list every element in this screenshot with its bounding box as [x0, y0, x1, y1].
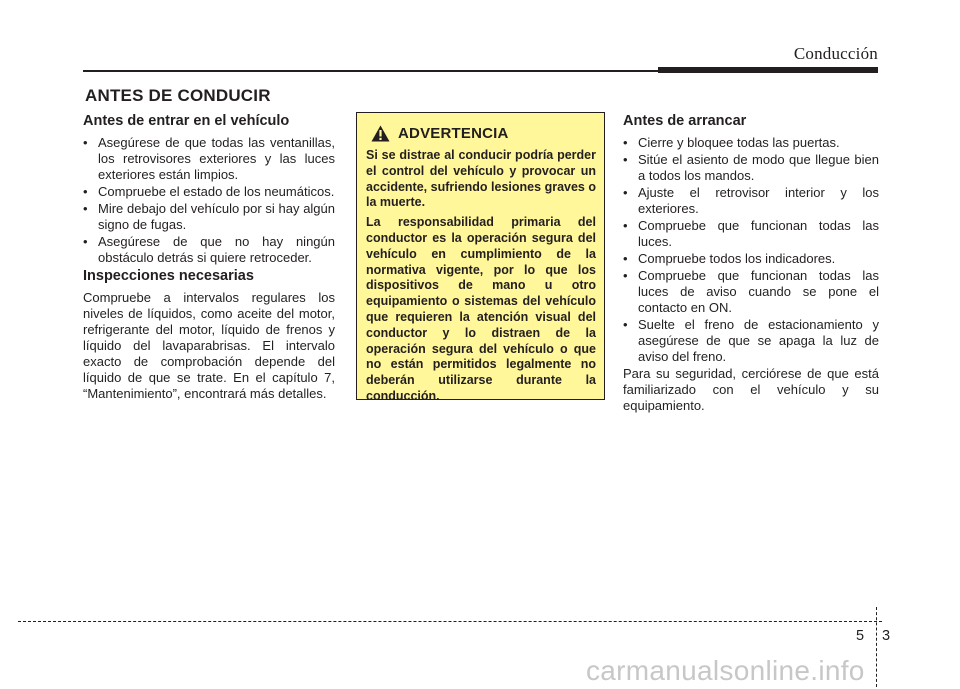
- right-column: [623, 112, 879, 414]
- warning-title: ADVERTENCIA: [398, 124, 509, 142]
- bullet-icon: •: [83, 201, 88, 216]
- bullet-icon: •: [623, 268, 628, 283]
- chapter-title: Conducción: [793, 44, 878, 63]
- before-starting-list: [623, 135, 879, 365]
- bullet-icon: •: [83, 234, 88, 249]
- warning-box: [356, 112, 605, 403]
- bullet-icon: •: [623, 152, 628, 167]
- list-item: • Compruebe que funcionan todas las luces de aviso cuando se pone el contacto en ON.: [623, 268, 879, 315]
- watermark: carmanualsonline.info: [586, 655, 865, 686]
- inspections-text: Compruebe a intervalos regulares los niveles de líquidos, como aceite del motor, refrigerante del motor, líquido de frenos y líquido del lavaparabrisas. El intervalo exacto de comprobación depende del líquido de que se trate. En el capítulo 7, “Mantenimiento”, encontrará más detalles.: [83, 290, 335, 401]
- bullet-icon: •: [623, 317, 628, 332]
- header-rule-accent: [658, 67, 878, 73]
- warning-triangle-icon: [371, 125, 390, 142]
- header-rule: [83, 70, 663, 72]
- left-column: [83, 112, 335, 402]
- warning-paragraph: La responsabilidad primaria del conductor es la operación segura del vehículo en cumplimiento de la normativa vigente, por lo que los dispositivos de mano u otro equipamiento o sistemas del vehículo que requieren la atención visual del conductor y lo distraen de la operación segura del vehículo o que no están permitidos legalmente no deberán utilizarse durante la conducción.: [366, 215, 596, 403]
- closing-text: Para su seguridad, cerciórese de que está familiarizado con el vehículo y su equipamiento.: [623, 366, 879, 413]
- bullet-icon: •: [623, 135, 628, 150]
- before-entering-list: [83, 135, 335, 266]
- section-title: ANTES DE CONDUCIR: [85, 86, 271, 105]
- before-starting-heading: Antes de arrancar: [623, 113, 747, 129]
- list-item: • Asegúrese de que todas las ventanillas, los retrovisores exteriores y las luces exteriores están limpios.: [83, 135, 335, 182]
- bullet-icon: •: [83, 184, 88, 199]
- warning-header: [366, 122, 596, 144]
- bullet-icon: •: [623, 251, 628, 266]
- inspections-heading: Inspecciones necesarias: [83, 268, 254, 284]
- bullet-icon: •: [623, 185, 628, 200]
- list-item: • Asegúrese de que no hay ningún obstáculo detrás si quiere retroceder.: [83, 234, 335, 265]
- bullet-icon: •: [83, 135, 88, 150]
- page-number: 3: [882, 628, 891, 644]
- list-item: • Mire debajo del vehículo por si hay algún signo de fugas.: [83, 201, 335, 232]
- list-item: • Compruebe que funcionan todas las luces.: [623, 218, 879, 249]
- list-item: • Cierre y bloquee todas las puertas.: [623, 135, 840, 150]
- warning-paragraph: Si se distrae al conducir podría perder el control del vehículo y provocar un accidente, sufriendo lesiones graves o la muerte.: [366, 148, 596, 210]
- footer-rule: [18, 621, 882, 622]
- section-number: 5: [856, 628, 865, 644]
- list-item: • Suelte el freno de estacionamiento y asegúrese de que se apaga la luz de aviso del freno.: [623, 317, 879, 364]
- list-item: • Compruebe el estado de los neumáticos.: [83, 184, 335, 199]
- list-item: • Sitúe el asiento de modo que llegue bien a todos los mandos.: [623, 152, 879, 183]
- list-item: • Compruebe todos los indicadores.: [623, 251, 836, 266]
- bullet-icon: •: [623, 218, 628, 233]
- before-entering-heading: Antes de entrar en el vehículo: [83, 113, 290, 129]
- footer-divider: [876, 607, 877, 687]
- list-item: • Ajuste el retrovisor interior y los exteriores.: [623, 185, 879, 216]
